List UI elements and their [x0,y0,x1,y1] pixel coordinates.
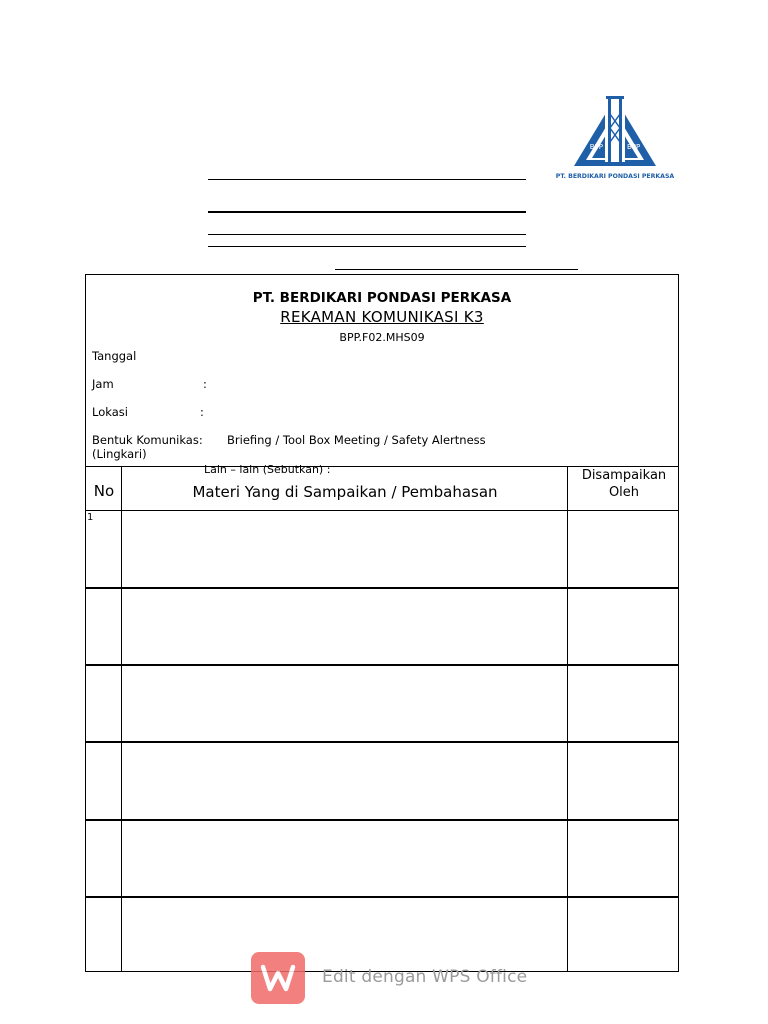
row-number-1: 1 [87,512,94,523]
svg-text:BPP: BPP [589,143,603,151]
table-row [86,819,678,821]
wps-edit-link[interactable]: Edit dengan WPS Office [322,967,528,987]
company-logo [555,94,675,182]
tanggal-label: Tanggal [92,349,137,363]
form-code: BPP.F02.MHS09 [339,331,425,344]
column-header-materi: Materi Yang di Sampaikan / Pembahasan [192,483,498,501]
column-header-no: No [93,482,115,500]
blank-line-3 [208,234,526,235]
jam-colon: : [203,377,207,391]
table-row [86,896,678,898]
table-row [86,587,678,589]
form-title: REKAMAN KOMUNIKASI K3 [280,308,484,326]
wps-w-icon [259,961,297,995]
table-header-bottom-border [86,510,678,511]
wps-office-logo[interactable] [251,952,305,1004]
table-row [86,741,678,743]
company-name: PT. BERDIKARI PONDASI PERKASA [252,290,512,306]
jam-label: Jam [92,377,114,391]
lokasi-label: Lokasi [92,405,128,419]
blank-line-5 [335,269,578,270]
lokasi-colon: : [200,405,204,419]
bentuk-note: (Lingkari) [92,447,147,461]
blank-line-1 [208,179,526,180]
lain-lain-label: Lain – lain (Sebutkan) : [204,463,331,476]
bentuk-label: Bentuk Komunikas: [92,433,203,447]
bentuk-options: Briefing / Tool Box Meeting / Safety Alertness [227,433,486,447]
form-frame [85,274,679,972]
column-header-disampaikan-oleh: Disampaikan Oleh [581,468,667,500]
blank-line-2 [208,211,526,213]
svg-text:BPP: BPP [627,143,641,151]
svg-text:PT. BERDIKARI PONDASI PERKASA: PT. BERDIKARI PONDASI PERKASA [555,173,675,180]
table-row [86,664,678,666]
blank-line-4 [208,246,526,247]
bentuk-komunikasi [92,433,512,461]
